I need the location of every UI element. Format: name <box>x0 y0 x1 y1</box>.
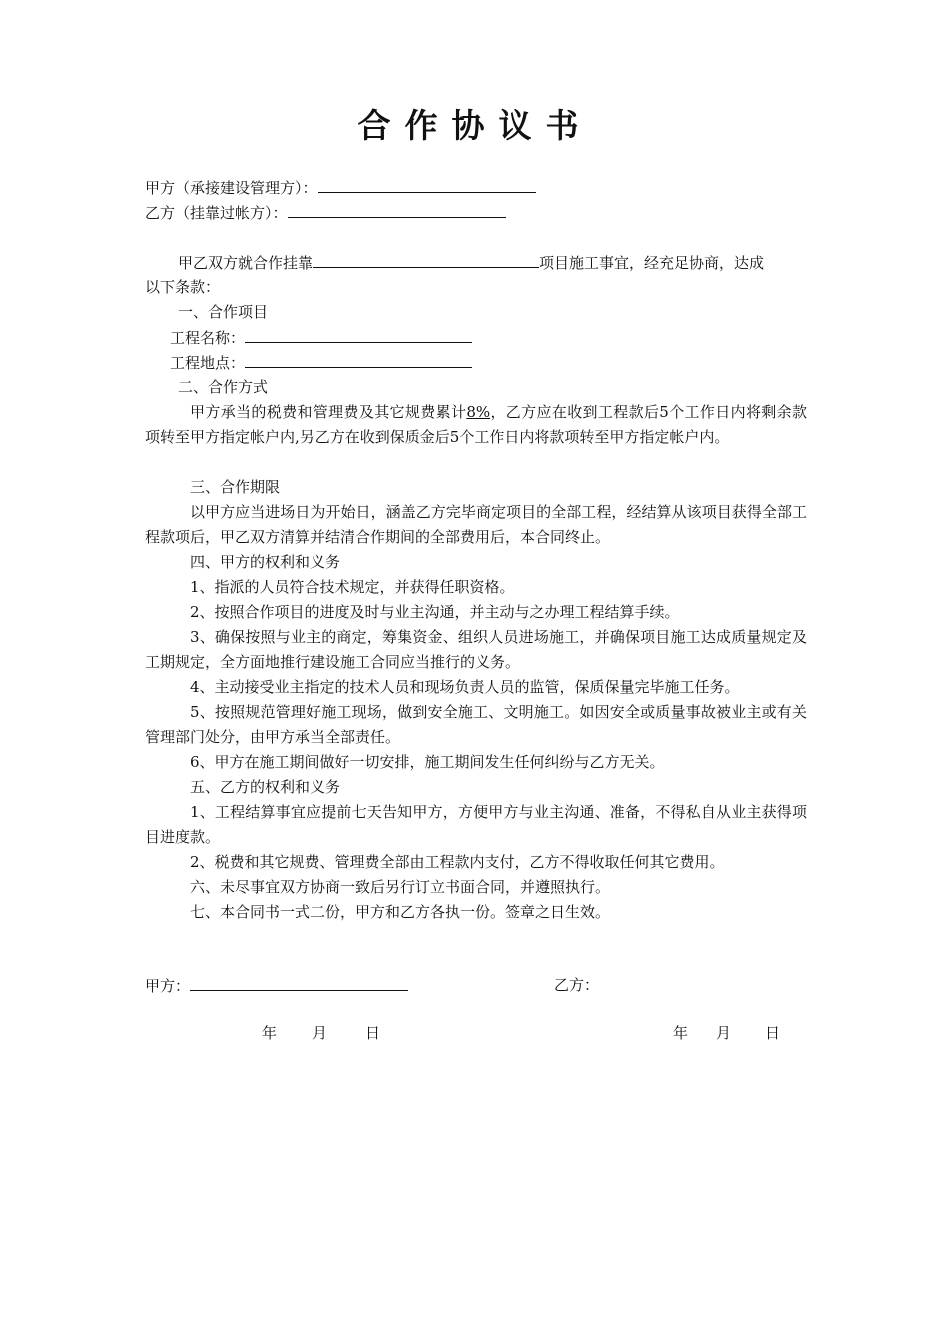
project-name-line <box>170 325 472 351</box>
intro-text-3: 以下条款： <box>145 278 221 296</box>
section-4-heading: 四、甲方的权利和义务 <box>190 553 341 571</box>
date-day: 日 <box>765 1024 781 1042</box>
project-site-blank <box>245 350 472 368</box>
section-2-paragraph <box>145 400 807 450</box>
section-4-item: 4、主动接受业主指定的技术人员和现场负责人员的监管，保质保量完毕施工任务。 <box>190 678 740 696</box>
fee-text: 甲方承当的税费和管理费及其它规费累计 <box>190 403 467 421</box>
section-5-item: 1、工程结算事宜应提前七天告知甲方，方便甲方与业主沟通、准备，不得私自从业主获得项目进度款。 <box>145 803 807 846</box>
intro-text-1: 甲乙双方就合作挂靠 <box>178 254 314 272</box>
section-4-item: 1、指派的人员符合技术规定，并获得任职资格。 <box>190 578 515 596</box>
section-4-item: 2、按照合作项目的进度及时与业主沟通，并主动与之办理工程结算手续。 <box>190 603 680 621</box>
transfer-terms: ，乙方应在收到工程款后5个工作日内将剩余款项转至甲方指定帐户内,另乙方在收到保质金后5个工作日内将款项转至甲方指定帐户内。 <box>145 403 808 446</box>
party-a-label: 甲方（承接建设管理方）： <box>145 179 318 197</box>
section-6-text: 六、未尽事宜双方协商一致后另行订立书面合同，并遵照执行。 <box>190 878 611 896</box>
signature-a-blank <box>190 973 408 991</box>
project-site-line <box>170 350 472 376</box>
project-blank <box>313 250 539 268</box>
date-party-a <box>262 1021 380 1046</box>
section-4-item: 6、甲方在施工期间做好一切安排，施工期间发生任何纠纷与乙方无关。 <box>190 753 665 771</box>
section-7-text: 七、本合同书一式二份，甲方和乙方各执一份。签章之日生效。 <box>190 903 611 921</box>
document-title: 合作协议书 <box>357 106 593 145</box>
section-3-paragraph: 以甲方应当进场日为开始日，涵盖乙方完毕商定项目的全部工程，经结算从该项目获得全部工程款项后，甲乙双方清算并结清合作期间的全部费用后，本合同终止。 <box>145 503 807 546</box>
signature-a-label: 甲方： <box>145 977 191 995</box>
section-4-item: 5、按照规范管理好施工现场，做到安全施工、文明施工。如因安全或质量事故被业主或有关管理部门处分，由甲方承当全部责任。 <box>145 703 807 746</box>
date-month: 月 <box>312 1024 328 1042</box>
fee-rate: 8% <box>466 403 491 421</box>
party-a-blank <box>318 175 536 193</box>
section-5-item: 2、税费和其它规费、管理费全部由工程款内支付，乙方不得收取任何其它费用。 <box>190 853 725 871</box>
signature-party-a <box>145 973 408 999</box>
signature-b-label: 乙方： <box>554 976 600 994</box>
date-day: 日 <box>365 1024 381 1042</box>
section-3-heading: 三、合作期限 <box>190 478 281 496</box>
party-a-line <box>145 175 536 201</box>
party-b-line <box>145 200 506 226</box>
section-4-item: 3、确保按照与业主的商定，筹集资金、组织人员进场施工，并确保项目施工达成质量规定及工期规定，全方面地推行建设施工合同应当推行的义务。 <box>145 628 807 671</box>
section-1-heading: 一、合作项目 <box>178 303 269 321</box>
party-b-blank <box>288 200 506 218</box>
intro-text-2: 项目施工事宜，经充足协商，达成 <box>539 254 765 272</box>
project-site-label: 工程地点： <box>170 354 246 372</box>
section-2-heading: 二、合作方式 <box>178 378 269 396</box>
date-year: 年 <box>262 1024 278 1042</box>
date-month: 月 <box>716 1024 732 1042</box>
date-party-b <box>673 1021 780 1046</box>
project-name-blank <box>245 325 472 343</box>
party-b-label: 乙方（挂靠过帐方）： <box>145 204 288 222</box>
date-year: 年 <box>673 1024 689 1042</box>
project-name-label: 工程名称： <box>170 329 246 347</box>
section-5-heading: 五、乙方的权利和义务 <box>190 778 341 796</box>
intro-line <box>178 250 764 276</box>
